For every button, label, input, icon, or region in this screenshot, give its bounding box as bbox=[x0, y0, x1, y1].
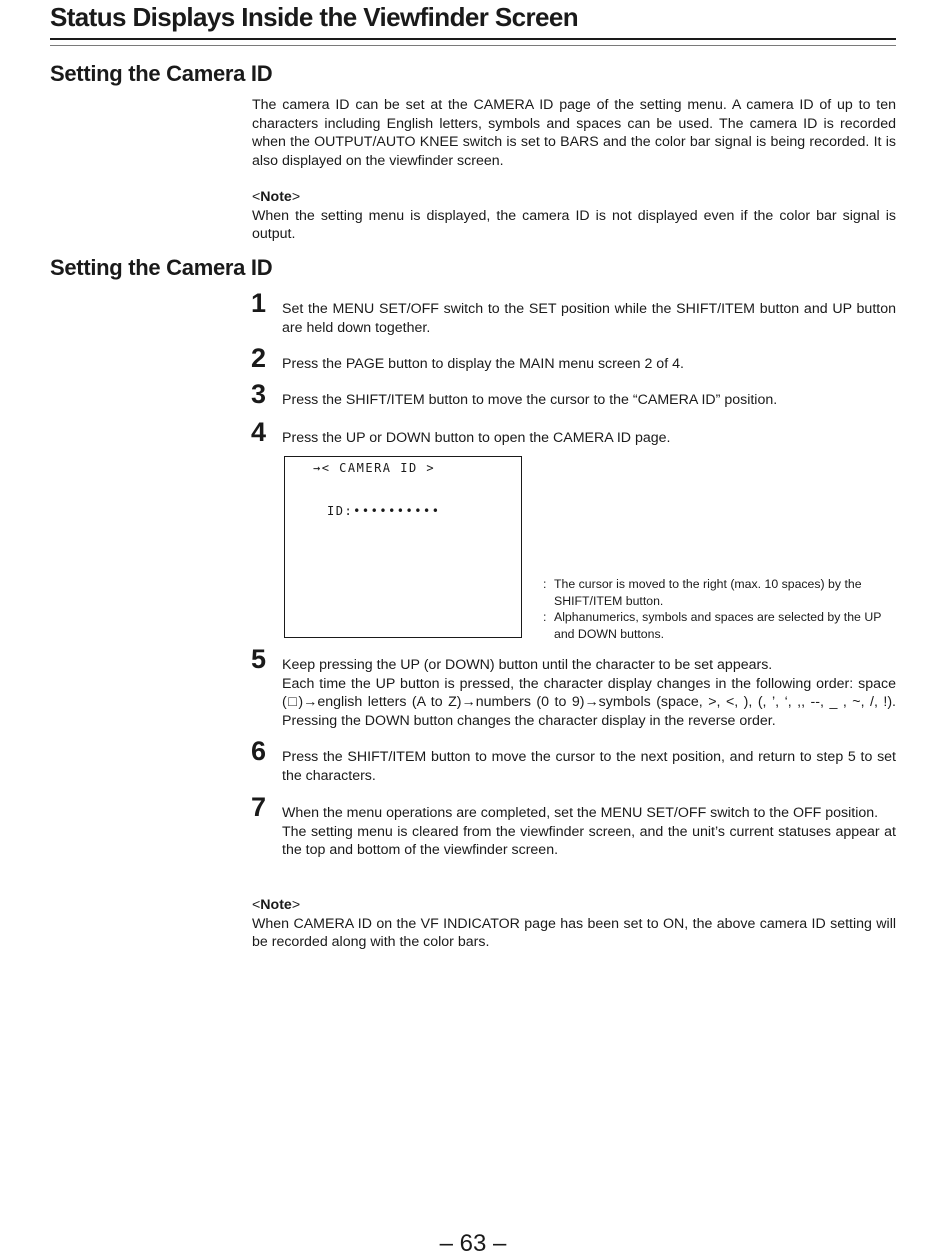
step-number: 2 bbox=[251, 343, 267, 373]
step-text-detail: The setting menu is cleared from the viewfinder screen, and the unit’s current statuses appear at the top and bottom of the viewfinder screen. bbox=[282, 823, 896, 858]
step-number: 6 bbox=[251, 736, 267, 766]
legend-text: The cursor is moved to the right (max. 10 spaces) by the SHIFT/ITEM button. bbox=[554, 577, 862, 608]
step-text: Keep pressing the UP (or DOWN) button until the character to be set appears. bbox=[282, 657, 773, 673]
step-number: 1 bbox=[251, 288, 267, 318]
step-text: When the menu operations are completed, set the MENU SET/OFF switch to the OFF position. bbox=[282, 805, 879, 821]
note-label: <Note> bbox=[252, 897, 301, 913]
step-text: Press the PAGE button to display the MAIN menu screen 2 of 4. bbox=[282, 356, 684, 372]
section-heading-intro: Setting the Camera ID bbox=[50, 61, 273, 86]
title-rule-thick bbox=[50, 38, 896, 40]
camera-id-screen bbox=[284, 456, 522, 638]
section-heading-procedure: Setting the Camera ID bbox=[50, 255, 273, 280]
page-number: – 63 – bbox=[439, 1230, 507, 1257]
note-text: When CAMERA ID on the VF INDICATOR page has been set to ON, the above camera ID setting will be recorded along with the color bars. bbox=[252, 915, 896, 950]
intro-paragraph: The camera ID can be set at the CAMERA ID page of the setting menu. A camera ID of up to ten characters including English letters, symbols and spaces can be used. The camera ID is recorded when the OUTPUT/AUTO KNEE switch is set to BARS and the color bar signal is being recorded. It is also displayed on the viewfinder screen. bbox=[252, 97, 896, 169]
note-text: When the setting menu is displayed, the camera ID is not displayed even if the color bar signal is output. bbox=[252, 207, 896, 242]
page-title: Status Displays Inside the Viewfinder Screen bbox=[50, 2, 578, 32]
step-number: 4 bbox=[251, 417, 267, 447]
legend-text: Alphanumerics, symbols and spaces are selected by the UP and DOWN buttons. bbox=[554, 610, 882, 641]
screen-title-line: →< CAMERA ID > bbox=[313, 461, 436, 475]
step-number: 5 bbox=[251, 644, 267, 674]
step-text-detail: Each time the UP button is pressed, the character display changes in the following order: space (□)→english letters (A to Z)→numbers (0 to 9)→symbols (space, >, <, ), (, ’, ‘, ,, --, _ , ~, /, !). Pressing the DOWN button changes the character display in the reverse order. bbox=[282, 675, 896, 729]
note-label: <Note> bbox=[252, 189, 301, 205]
legend-bullet: : bbox=[543, 577, 547, 591]
step-number: 3 bbox=[251, 379, 267, 409]
screen-id-line: ID:•••••••••• bbox=[327, 504, 441, 518]
step-text: Press the UP or DOWN button to open the CAMERA ID page. bbox=[282, 430, 671, 446]
step-text: Press the SHIFT/ITEM button to move the cursor to the “CAMERA ID” position. bbox=[282, 392, 778, 408]
legend-bullet: : bbox=[543, 610, 547, 624]
step-text: Set the MENU SET/OFF switch to the SET position while the SHIFT/ITEM button and UP button are held down together. bbox=[282, 301, 896, 336]
intro-section bbox=[252, 96, 896, 244]
step-number: 7 bbox=[251, 792, 267, 822]
procedure-note bbox=[252, 896, 896, 952]
step-text: Press the SHIFT/ITEM button to move the cursor to the next position, and return to step 5 to set the characters. bbox=[282, 749, 896, 784]
title-rule-thin bbox=[50, 45, 896, 46]
